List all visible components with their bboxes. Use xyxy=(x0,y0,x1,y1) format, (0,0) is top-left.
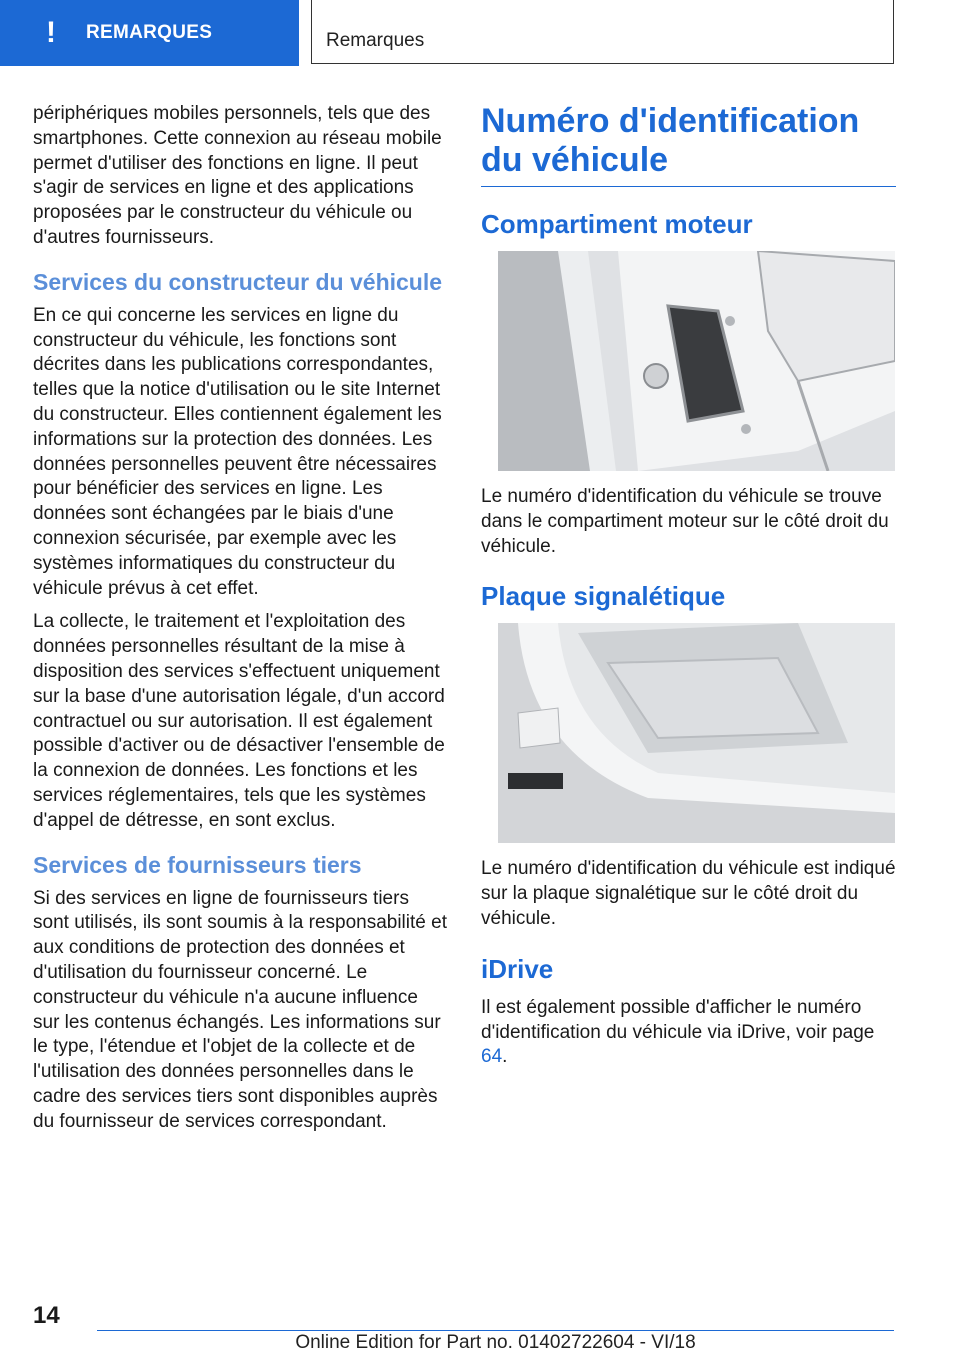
idrive-text: Il est également possible d'afficher le numéro d'identification du véhicule via iDrive, voir page xyxy=(481,996,875,1043)
engine-compartment-image xyxy=(498,251,895,471)
exclamation-icon: ! xyxy=(46,16,56,49)
paragraph-services-constructeur: En ce qui concerne les services en ligne du constructeur du véhicule, les fonctions sont décrites dans les publications correspondantes, telles que la notice d'utilisation ou le site Internet du constructeur. Elles contiennent également les informations sur la protection des données. Les données personnelles peuvent être nécessaires pour bénéficier des services en ligne. Les données sont échangées par le biais d'une connexion sécurisée, par exemple avec les systèmes informatiques du constructeur du véhicule prévus à cet effet. xyxy=(33,304,442,599)
heading-services-tiers: Services de fournisseurs tiers xyxy=(33,851,362,878)
chapter-tab xyxy=(0,0,299,66)
paragraph-collecte: La collecte, le traitement et l'exploitation des données personnelles résultant de la mise à disposition des services s'effectuent uniquement sur la base d'une autorisation légale, d'un accord contractuel ou sur autorisation. Il est également possible d'activer ou de désactiver l'ensemble de la connexion de données. Les fonctions et les services réglementaires, tels que les systèmes d'appel de détresse, en sont exclus. xyxy=(33,611,445,831)
idrive-text-end: . xyxy=(502,1046,508,1068)
paragraph-idrive xyxy=(481,996,896,1070)
chapter-label: REMARQUES xyxy=(86,22,213,43)
door-sill-image xyxy=(498,623,895,843)
section-title: Remarques xyxy=(326,30,425,51)
paragraph-plaque: Le numéro d'identification du véhicule est indiqué sur la plaque signalétique sur le côté droit du véhicule. xyxy=(481,858,896,929)
left-column xyxy=(33,102,448,1143)
right-column xyxy=(481,102,896,1079)
heading-plaque: Plaque signalétique xyxy=(481,581,726,612)
paragraph-compartiment: Le numéro d'identification du véhicule se trouve dans le compartiment moteur sur le côté droit du véhicule. xyxy=(481,486,889,557)
page-number: 14 xyxy=(33,1302,60,1329)
intro-paragraph: périphériques mobiles personnels, tels que des smartphones. Cette connexion au réseau mobile permet d'utiliser des fonctions en ligne. Il peut s'agir de services en ligne et des applications proposées par le constructeur du véhicule ou d'autres fournisseurs. xyxy=(33,103,442,248)
footer-edition: Online Edition for Part no. 01402722604 - VI/18 xyxy=(295,1332,696,1353)
section-header xyxy=(311,0,894,64)
page-64-link[interactable]: 64 xyxy=(481,1046,503,1068)
footer-divider xyxy=(97,1330,894,1331)
heading-services-constructeur: Services du constructeur du véhicule xyxy=(33,268,443,295)
heading-vin: Numéro d'identification du véhicule xyxy=(481,102,896,187)
heading-idrive: iDrive xyxy=(481,953,554,984)
paragraph-services-tiers: Si des services en ligne de fournisseurs tiers sont utilisés, ils sont soumis à la responsabilité et aux conditions de protection des données et d'utilisation du fournisseur concerné. Le constructeur du véhicule n'a aucune influence sur les contenus échangés. Les informations sur le type, l'étendue et l'objet de la collecte et de l'utilisation des données personnelles dans le cadre des services tiers sont disponibles auprès du fournisseur de services correspondant. xyxy=(33,887,447,1132)
heading-compartiment-moteur: Compartiment moteur xyxy=(481,209,753,239)
